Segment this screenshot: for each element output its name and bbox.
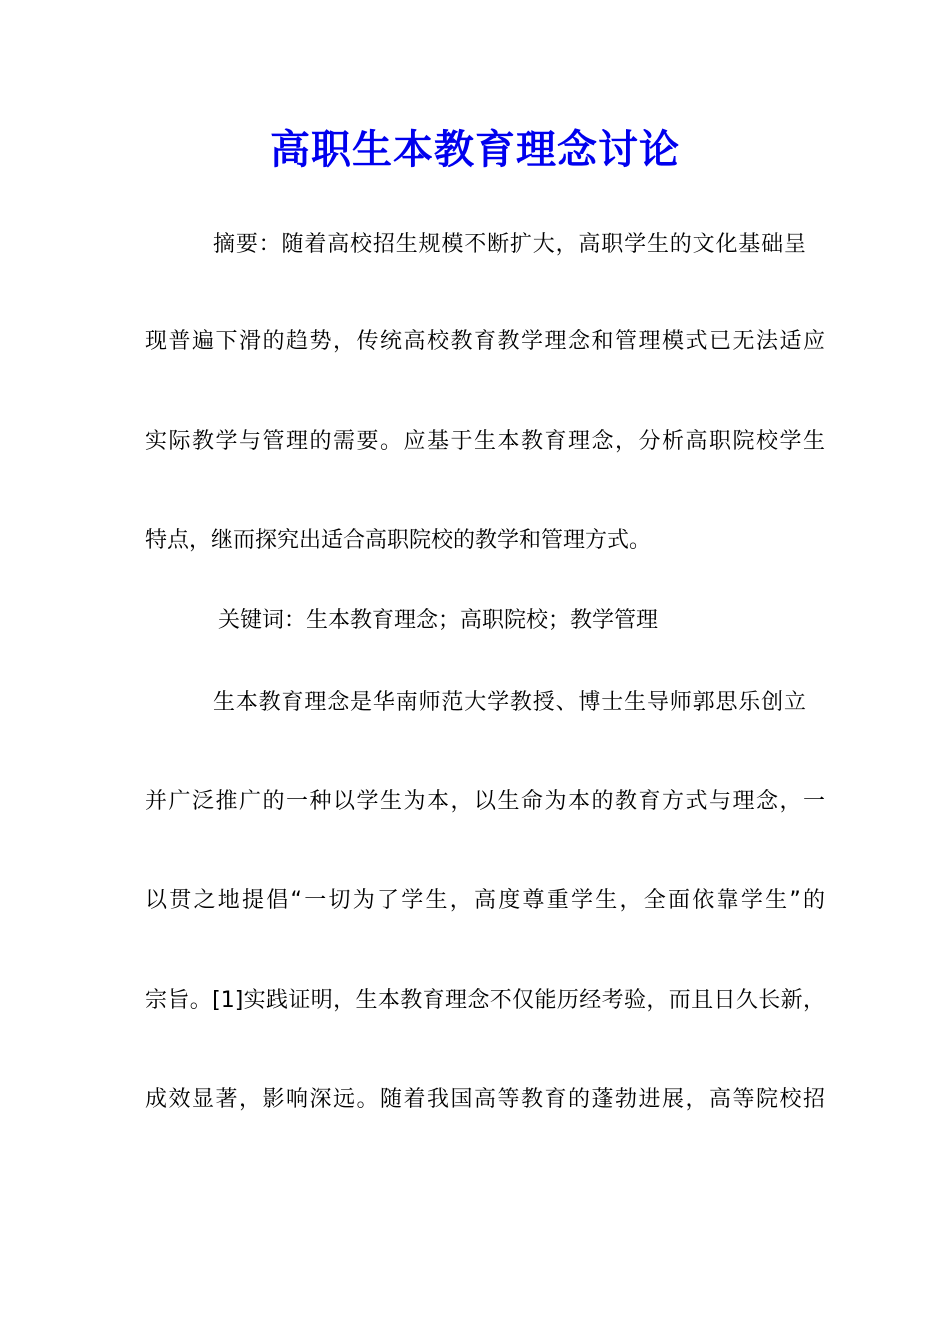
body-line-5: 成效显著，影响深远。随着我国高等教育的蓬勃进展，高等院校招 bbox=[145, 1087, 825, 1112]
document-title: 高职生本教育理念讨论 bbox=[270, 126, 680, 173]
body-line-3: 以贯之地提倡“一切为了学生，高度尊重学生，全面依靠学生”的 bbox=[145, 888, 825, 913]
body-line-2: 并广泛推广的一种以学生为本，以生命为本的教育方式与理念，一 bbox=[145, 789, 825, 814]
abstract-line-1: 摘要：随着高校招生规模不断扩大，高职学生的文化基础呈 bbox=[213, 232, 806, 257]
abstract-line-4: 特点，继而探究出适合高职院校的教学和管理方式。 bbox=[145, 528, 652, 553]
keywords-line: 关键词：生本教育理念；高职院校；教学管理 bbox=[218, 608, 659, 633]
body-line-4: 宗旨。[1]实践证明，生本教育理念不仅能历经考验，而且日久长新， bbox=[145, 988, 825, 1013]
body-line-1: 生本教育理念是华南师范大学教授、博士生导师郭思乐创立 bbox=[213, 690, 806, 715]
abstract-line-2: 现普遍下滑的趋势，传统高校教育教学理念和管理模式已无法适应 bbox=[145, 329, 825, 354]
abstract-line-3: 实际教学与管理的需要。应基于生本教育理念，分析高职院校学生 bbox=[145, 429, 825, 454]
